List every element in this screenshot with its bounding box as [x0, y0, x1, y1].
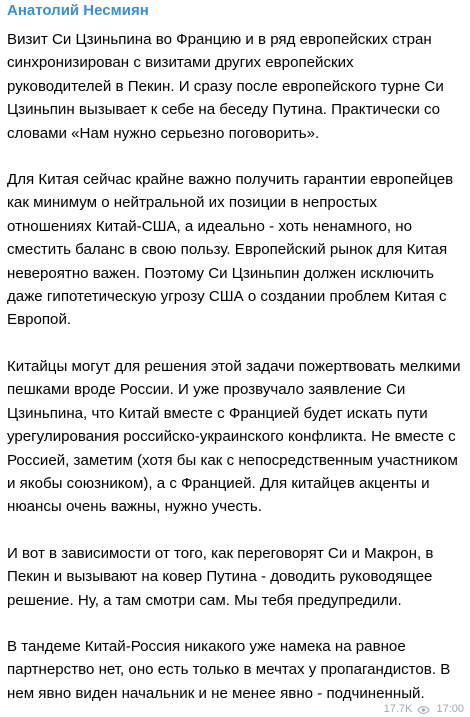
post-paragraph-1: Визит Си Цзиньпина во Францию и в ряд европейских стран синхронизирован с визитами других европейских руководителей в Пекин. И сразу после европейского турне Си Цзиньпин вызывает к себе на беседу Путина. Практически со словами «Нам нужно серьезно поговорить».: [7, 31, 444, 142]
post-paragraph-2: Для Китая сейчас крайне важно получить гарантии европейцев как минимум о нейтральной их позиции в непростых отношениях Китай-США, а идеально - хоть ненамного, но сместить баланс в свою пользу. Европейский рынок для Китая невероятно важен. Поэтому Си Цзиньпин должен исключить даже гипотетическую угрозу США о создании проблем Китая с Европой.: [7, 171, 454, 329]
post-paragraph-3: Китайцы могут для решения этой задачи пожертвовать мелкими пешками вроде России. И уже прозвучало заявление Си Цзиньпина, что Китай вместе с Францией будет искать пути урегулирования российско-украинского конфликта. Не вместе с Россией, заметим (хотя бы как с непосредственным участником и якобы союзником), а с Францией. Для китайцев акценты и нюансы очень важны, нужно учесть.: [7, 357, 461, 516]
post-paragraph-5: В тандеме Китай-Россия никакого уже намека на равное партнерство нет, оно есть только в мечтах у пропагандистов. В нем явно виден начальник и не менее явно - подчиненный.: [7, 637, 451, 702]
view-count: 17.7K: [383, 703, 413, 715]
post-author[interactable]: Анатолий Несмиян: [7, 2, 149, 19]
post-paragraph-4: И вот в зависимости от того, как переговорят Си и Макрон, в Пекин и вызывают на ковер Путина - доводить руководящее решение. Ну, а там смотри сам. Мы тебя предупредили.: [7, 544, 434, 609]
post-meta: [384, 703, 464, 715]
post-time: 17:00: [436, 703, 464, 715]
eye-icon: [417, 705, 430, 713]
